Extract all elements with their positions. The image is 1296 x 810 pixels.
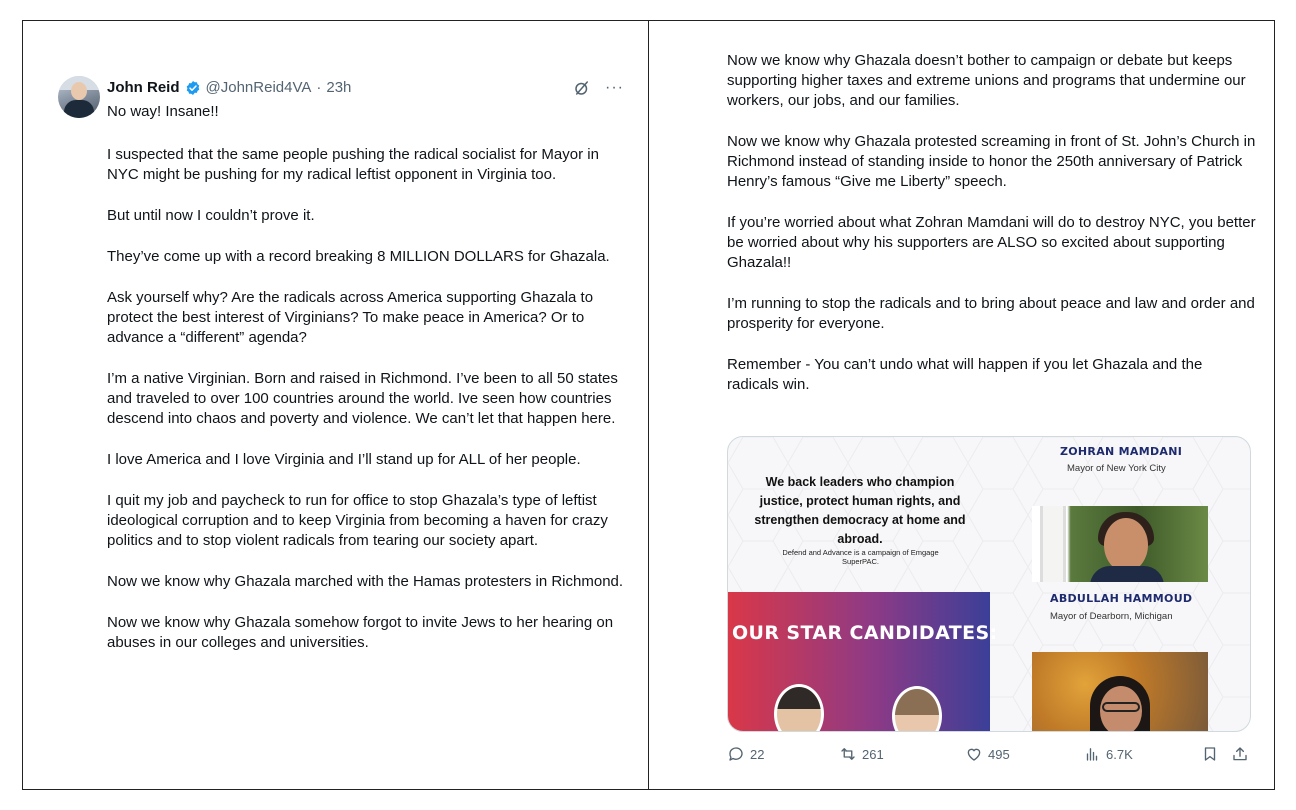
separator: · — [316, 79, 322, 96]
tweet-paragraph: But until now I couldn’t prove it. — [107, 207, 315, 224]
tweet-first-line: No way! Insane!! — [107, 103, 219, 120]
avatar[interactable] — [58, 76, 100, 118]
like-button[interactable] — [965, 745, 1010, 763]
repost-count: 261 — [862, 746, 884, 762]
tweet-paragraph: I’m running to stop the radicals and to bring about peace and law and order and prosperity for everyone. — [727, 295, 1255, 332]
like-count: 495 — [988, 746, 1010, 762]
reply-count: 22 — [750, 746, 765, 762]
like-icon — [965, 745, 983, 763]
views-count: 6.7K — [1106, 746, 1133, 762]
author-handle[interactable]: @JohnReid4VA — [205, 79, 312, 96]
candidate-portrait — [892, 686, 942, 732]
tweet-header — [107, 79, 351, 96]
tweet-paragraph: Ask yourself why? Are the radicals across America supporting Ghazala to protect the best interest of Virginians? To make peace in America? Or to advance a “different” agenda? — [107, 289, 594, 346]
candidates-banner — [728, 592, 998, 732]
grok-icon[interactable] — [573, 79, 591, 97]
tweet-paragraph: Now we know why Ghazala protested screaming in front of St. John’s Church in Richmond instead of standing inside to honor the 250th anniversary of Patrick Henry’s famous “Give me Liberty” speech. — [727, 133, 1256, 190]
tweet-paragraph: I suspected that the same people pushing the radical socialist for Mayor in NYC might be pushing for my radical leftist opponent in Virginia too. — [107, 146, 599, 183]
tweet-paragraph: They’ve come up with a record breaking 8 MILLION DOLLARS for Ghazala. — [107, 248, 610, 265]
card-slogan: We back leaders who champion justice, protect human rights, and strengthen democracy at home and abroad. — [754, 475, 966, 546]
tweet-paragraph: I love America and I love Virginia and I’ll stand up for ALL of her people. — [107, 451, 581, 468]
tweet-paragraph: If you’re worried about what Zohran Mamdani will do to destroy NYC, you better be worried about why his supporters are ALSO so excited about supporting Ghazala!! — [727, 214, 1256, 271]
candidate2-name: ABDULLAH HAMMOUD — [1050, 592, 1193, 605]
bookmark-icon — [1201, 745, 1219, 763]
tweet-paragraph: Now we know why Ghazala doesn’t bother to campaign or debate but keeps supporting higher taxes and extreme unions and programs that undermine our workers, our jobs, and our families. — [727, 52, 1246, 109]
views-button[interactable] — [1083, 745, 1133, 763]
action-bar — [727, 743, 1247, 765]
tweet-paragraph: I quit my job and paycheck to run for office to stop Ghazala’s type of leftist ideological corruption and to keep Virginia from becoming a haven for crazy politics and to stop violent radicals from tearing our society apart. — [107, 492, 608, 549]
candidate1-name: ZOHRAN MAMDANI — [1060, 445, 1183, 458]
tweet-panel-left — [22, 20, 649, 790]
verified-badge-icon — [185, 80, 201, 96]
card-slogan-area — [728, 437, 990, 592]
share-icon — [1231, 745, 1249, 763]
tweet-paragraph: Now we know why Ghazala somehow forgot to invite Jews to her hearing on abuses in our colleges and universities. — [107, 614, 614, 651]
more-icon[interactable]: ··· — [605, 79, 624, 96]
views-icon — [1083, 745, 1101, 763]
repost-button[interactable] — [839, 745, 884, 763]
tweet-panel-right — [648, 20, 1275, 790]
card-slogan-sub: Defend and Advance is a campaign of Emgage SuperPAC. — [782, 548, 939, 566]
media-card[interactable] — [727, 436, 1251, 732]
candidate1-role: Mayor of New York City — [1067, 463, 1166, 474]
repost-icon — [839, 745, 857, 763]
tweet-paragraph: Remember - You can’t undo what will happen if you let Ghazala and the radicals win. — [727, 356, 1203, 393]
banner-title: OUR STAR CANDIDATES: — [732, 622, 998, 644]
candidate2-role: Mayor of Dearborn, Michigan — [1050, 611, 1173, 622]
tweet-paragraph: I’m a native Virginian. Born and raised in Richmond. I’ve been to all 50 states and traveled to over 100 countries around the world. Ive seen how countries descend into chaos and poverty and violence. We can’t let that happen here. — [107, 370, 618, 427]
bookmark-button[interactable] — [1201, 745, 1219, 763]
candidate1-photo — [1032, 506, 1208, 582]
header-actions — [573, 79, 624, 97]
share-button[interactable] — [1231, 745, 1249, 763]
candidate-portrait — [774, 684, 824, 732]
reply-button[interactable] — [727, 745, 764, 763]
tweet-paragraph: Now we know why Ghazala marched with the Hamas protesters in Richmond. — [107, 573, 624, 590]
tweet-body-left — [107, 145, 627, 674]
candidate2-photo — [1032, 652, 1208, 732]
timestamp[interactable]: 23h — [326, 79, 352, 96]
tweet-body-right — [727, 51, 1257, 416]
reply-icon — [727, 745, 745, 763]
author-name[interactable]: John Reid — [107, 79, 180, 96]
